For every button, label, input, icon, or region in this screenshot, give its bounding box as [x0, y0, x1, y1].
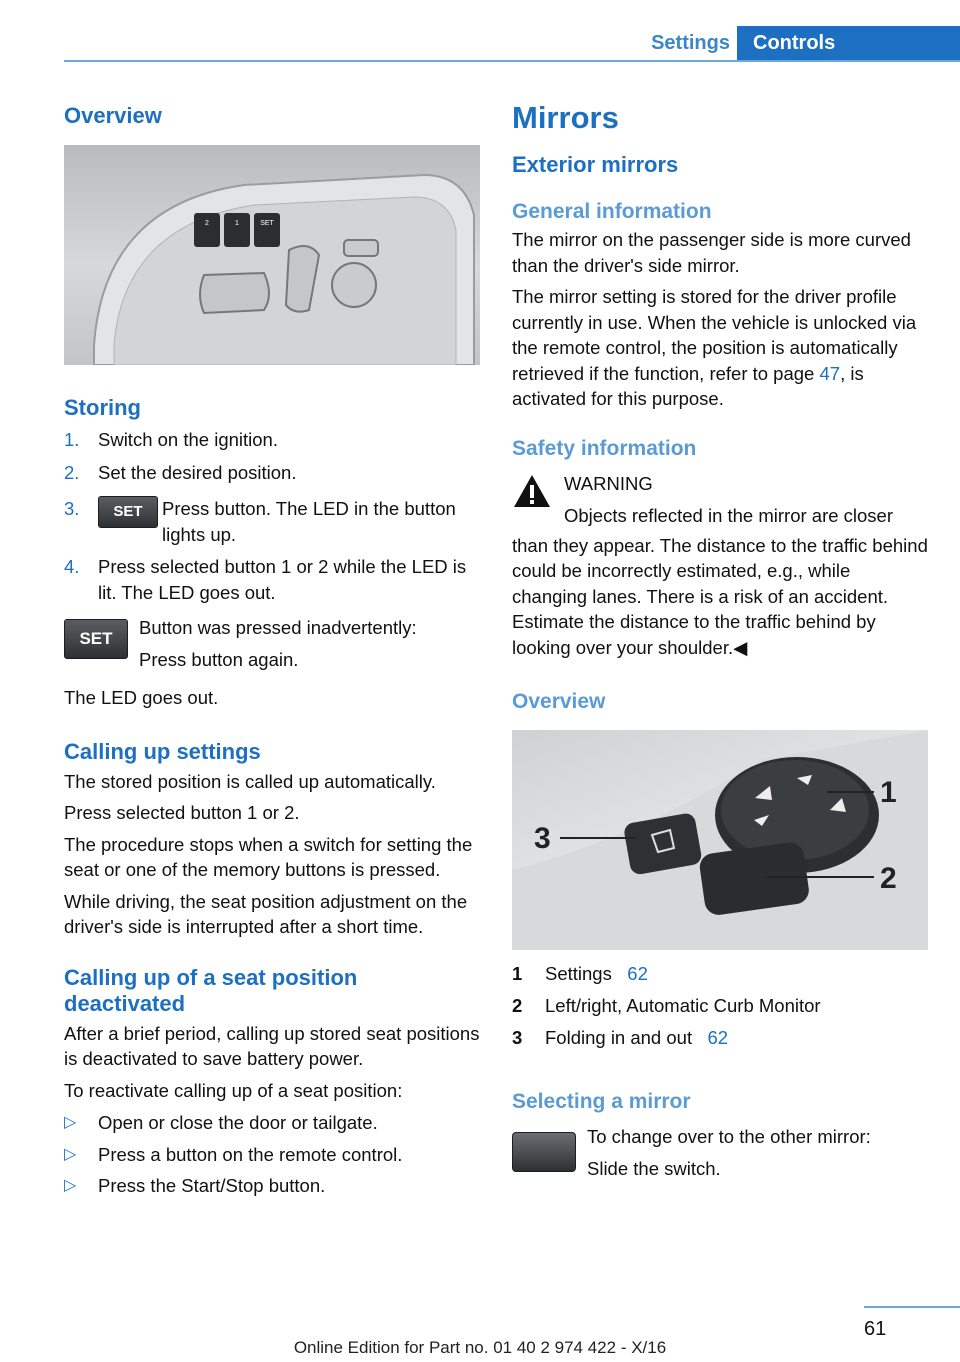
right-column	[512, 96, 928, 1188]
list-item	[64, 554, 480, 605]
step-text: Press button. The LED in the button lights up.	[162, 498, 456, 545]
legend-item	[545, 1026, 928, 1050]
calling-paragraph-1: The stored position is called up automatically.	[64, 770, 436, 792]
general-paragraph-1: The mirror on the passenger side is more curved than the driver's side mirror.	[512, 229, 911, 276]
calling-paragraph-2: Press selected button 1 or 2.	[64, 802, 300, 823]
select-line-1: To change over to the other mirror:	[587, 1126, 871, 1147]
step-number: 4.	[64, 556, 80, 577]
deactivated-paragraph-2: To reactivate calling up of a seat position:	[64, 1079, 403, 1101]
warning-triangle-icon	[512, 473, 552, 509]
bullet-text: Press a button on the remote control.	[98, 1143, 403, 1165]
overview-heading: Overview	[64, 103, 162, 128]
warning-block	[512, 471, 928, 527]
step-number: 2.	[64, 461, 80, 483]
step-number: 1.	[64, 429, 80, 450]
selecting-mirror-block	[512, 1124, 928, 1188]
led-out-text: The LED goes out.	[64, 687, 219, 708]
seat-button-1[interactable]: 1	[235, 220, 239, 227]
page-header	[0, 0, 960, 62]
legend-number: 3	[512, 1027, 523, 1048]
legend-item	[545, 994, 928, 1018]
header-rule	[64, 60, 960, 62]
storing-steps	[64, 427, 480, 605]
calling-heading: Calling up settings	[64, 738, 261, 764]
bullet-text: Press the Start/Stop button.	[98, 1175, 326, 1196]
page-link-47[interactable]: 47	[819, 362, 841, 384]
header-tab-controls[interactable]: Controls	[737, 26, 960, 60]
set-button-icon: SET	[64, 619, 128, 659]
seat-controls-figure	[64, 145, 480, 365]
mirror-overview-heading: Overview	[512, 690, 606, 713]
header-section: Settings	[651, 32, 730, 54]
step-number: 3.	[64, 498, 80, 519]
deactivated-heading: Calling up of a seat position deactivated	[64, 964, 358, 1016]
list-item	[64, 427, 480, 453]
list-item	[64, 1173, 480, 1199]
list-item	[64, 460, 480, 486]
storing-heading: Storing	[64, 395, 141, 420]
mirrors-heading: Mirrors	[512, 100, 619, 135]
select-line-2: Slide the switch.	[587, 1158, 721, 1179]
general-text-a: The mirror setting is stored for the driver profile currently in use. When the vehicle is unlocked via the remote control, the position is automatically retrieved if the function, refer to page	[512, 286, 917, 384]
warning-label: WARNING	[564, 472, 653, 494]
bullet-triangle-icon: ▷	[64, 1114, 77, 1131]
note-line-2: Press button again.	[139, 649, 299, 670]
list-item	[64, 1110, 480, 1136]
set-button-icon: SET	[98, 496, 158, 528]
mirror-switch-icon	[512, 1132, 576, 1172]
footer-rule	[864, 1306, 960, 1308]
list-item	[64, 1142, 480, 1168]
mirror-controls-illustration	[512, 730, 928, 950]
mirror-legend	[512, 962, 928, 1050]
bullet-text: Open or close the door or tailgate.	[98, 1112, 378, 1133]
left-column	[64, 96, 480, 1205]
general-info-heading: General information	[512, 200, 712, 223]
seat-button-2[interactable]: 2	[205, 220, 209, 227]
general-paragraph-2	[512, 284, 928, 412]
callout-2: 2	[880, 862, 897, 895]
calling-paragraph-3: The procedure stops when a switch for setting the seat or one of the memory buttons is pressed.	[64, 833, 473, 880]
legend-page-link[interactable]: 62	[627, 963, 648, 984]
bullet-triangle-icon: ▷	[64, 1145, 77, 1163]
legend-page-link[interactable]: 62	[707, 1027, 729, 1048]
page-number: 61	[864, 1318, 887, 1340]
step-text: Set the desired position.	[98, 461, 297, 483]
legend-item	[545, 962, 928, 986]
mirror-controls-figure	[512, 730, 928, 950]
warning-line-1: Objects reflected in the mirror are closer	[564, 504, 894, 526]
step-text: Switch on the ignition.	[98, 429, 278, 450]
general-text-b: , is activated for this purpose.	[512, 362, 864, 409]
deactivated-paragraph-1: After a brief period, calling up stored seat positions is deactivated to save battery power.	[64, 1022, 480, 1069]
legend-text: Left/right, Automatic Curb Monitor	[545, 995, 821, 1016]
note-line-1: Button was pressed inadvertently:	[139, 617, 417, 638]
list-item	[64, 496, 480, 547]
selecting-mirror-heading: Selecting a mirror	[512, 1090, 691, 1113]
legend-number: 2	[512, 995, 523, 1016]
legend-text: Settings	[545, 963, 612, 984]
callout-1: 1	[880, 776, 897, 809]
step-text: Press selected button 1 or 2 while the LED is lit. The LED goes out.	[98, 556, 467, 603]
exterior-mirrors-heading: Exterior mirrors	[512, 152, 679, 177]
inadvertent-note	[64, 615, 480, 677]
safety-info-heading: Safety information	[512, 436, 697, 460]
legend-number: 1	[512, 963, 523, 984]
seat-button-set[interactable]: SET	[260, 220, 274, 227]
legend-text: Folding in and out	[545, 1027, 693, 1048]
seat-controls-illustration	[64, 145, 480, 365]
warning-text: than they appear. The distance to the traffic behind could be incorrectly estimated, e.g., while changing lanes. There is a risk of an accident. Estimate the distance to the traffic behind by looking over your shoulder.◀	[512, 534, 928, 658]
callout-3: 3	[534, 822, 551, 855]
edition-footer: Online Edition for Part no. 01 40 2 974 422 - X/16	[293, 1338, 667, 1357]
bullet-triangle-icon: ▷	[64, 1177, 77, 1194]
reactivate-list	[64, 1110, 480, 1199]
calling-paragraph-4: While driving, the seat position adjustment on the driver's side is interrupted after a short time.	[64, 890, 468, 937]
